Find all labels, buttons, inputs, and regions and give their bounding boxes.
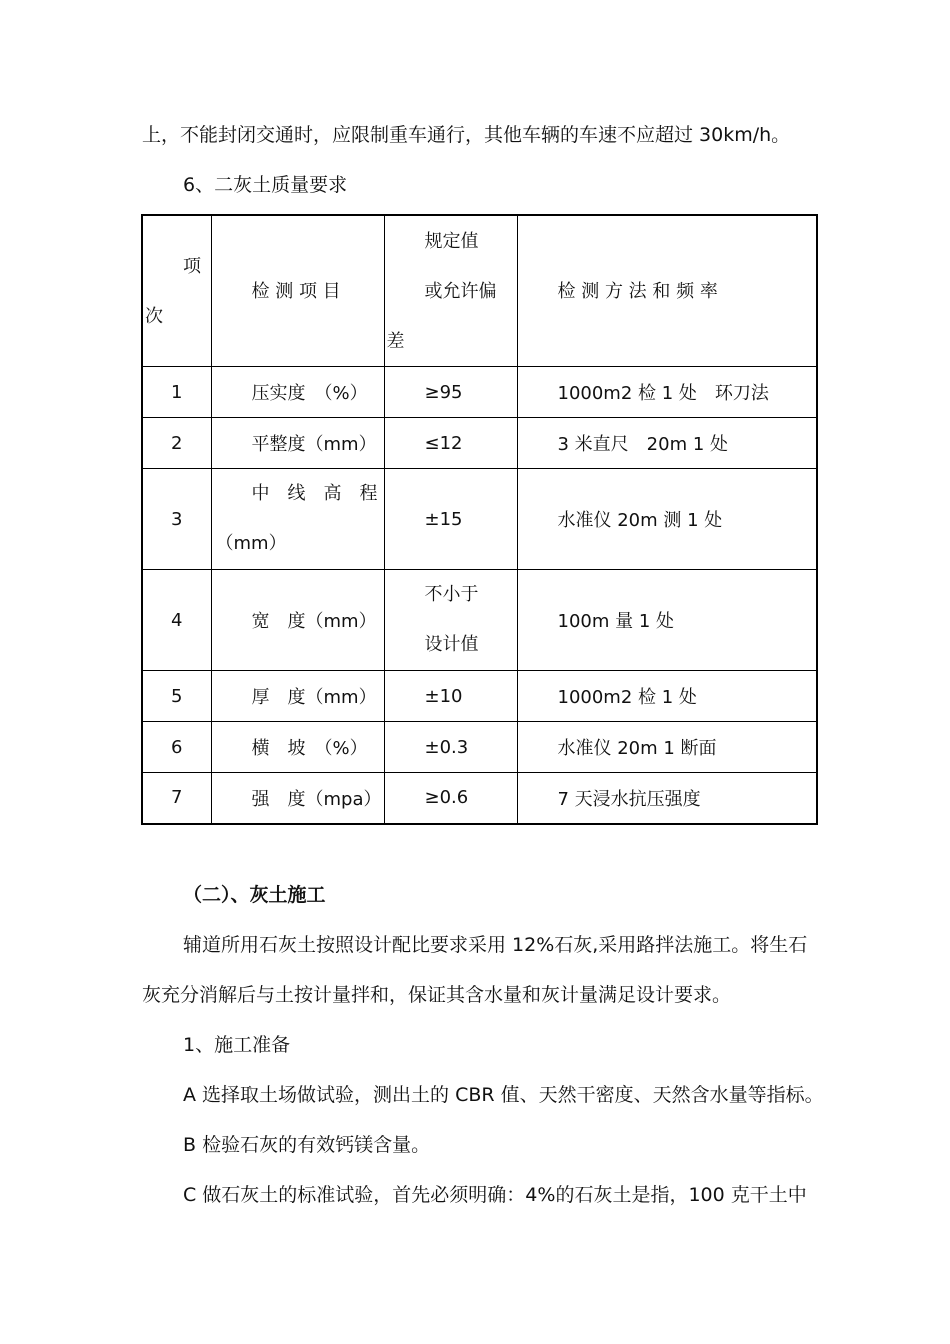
table-row [142, 671, 817, 722]
header-tolerance-a: 规定值 [424, 231, 479, 252]
row-no: 7 [142, 773, 211, 824]
row-no: 1 [142, 367, 211, 418]
table-header-row [142, 215, 817, 367]
header-method [517, 215, 817, 367]
row-no: 3 [142, 469, 211, 570]
table-row [142, 570, 817, 671]
header-method-label: 检 测 方 法 和 频 率 [557, 281, 718, 302]
row-method: 1000m2 检 1 处 环刀法 [517, 367, 817, 418]
row-value: ±15 [384, 469, 517, 570]
row-no: 5 [142, 671, 211, 722]
table-row [142, 469, 817, 570]
row-item: 宽 度（mm） [211, 570, 384, 671]
section6-heading: 6、二灰土质量要求 [183, 174, 348, 196]
row-no: 4 [142, 570, 211, 671]
header-tolerance-b: 或允许偏 [424, 281, 497, 302]
table-row [142, 773, 817, 824]
header-tolerance [384, 215, 517, 367]
row-item-a: 中 线 高 程 [251, 483, 378, 504]
header-item-no [142, 215, 211, 367]
row-method: 水准仪 20m 1 断面 [517, 722, 817, 773]
item-b: B 检验石灰的有效钙镁含量。 [183, 1134, 431, 1156]
row-no: 2 [142, 418, 211, 469]
row-value [384, 570, 517, 671]
header-item [211, 215, 384, 367]
item-a: A 选择取土场做试验，测出土的 CBR 值、天然干密度、天然含水量等指标。 [183, 1084, 824, 1106]
header-tolerance-c: 差 [386, 331, 405, 352]
row-value: ≥0.6 [384, 773, 517, 824]
row-no: 6 [142, 722, 211, 773]
row-item: 压实度 （%） [211, 367, 384, 418]
table-row [142, 367, 817, 418]
row-method: 3 米直尺 20m 1 处 [517, 418, 817, 469]
quality-table [141, 214, 818, 825]
row-value-a: 不小于 [424, 584, 479, 605]
intro-line: 上，不能封闭交通时，应限制重车通行，其他车辆的车速不应超过 30km/h。 [142, 124, 791, 146]
table-row [142, 418, 817, 469]
sub-heading-1: 1、施工准备 [183, 1034, 291, 1056]
row-method: 1000m2 检 1 处 [517, 671, 817, 722]
row-value: ≥95 [384, 367, 517, 418]
row-method: 7 天浸水抗压强度 [517, 773, 817, 824]
table-row [142, 722, 817, 773]
row-item-b: （mm） [215, 533, 287, 554]
row-value: ±10 [384, 671, 517, 722]
row-value-b: 设计值 [424, 634, 479, 655]
section-heading: （二）、灰土施工 [183, 884, 326, 906]
row-item: 强 度（mpa） [211, 773, 384, 824]
row-method: 100m 量 1 处 [517, 570, 817, 671]
row-item [211, 469, 384, 570]
row-item: 厚 度（mm） [211, 671, 384, 722]
row-value: ±0.3 [384, 722, 517, 773]
para1-line2: 灰充分消解后与土按计量拌和，保证其含水量和灰计量满足设计要求。 [142, 984, 732, 1006]
row-item: 平整度（mm） [211, 418, 384, 469]
row-item: 横 坡 （%） [211, 722, 384, 773]
item-c: C 做石灰土的标准试验，首先必须明确：4%的石灰土是指，100 克干土中 [183, 1184, 807, 1206]
para1-line1: 辅道所用石灰土按照设计配比要求采用 12%石灰,采用路拌法施工。将生石 [183, 934, 808, 956]
header-item-no-a: 项 [183, 256, 201, 277]
row-value: ≤12 [384, 418, 517, 469]
row-method: 水准仪 20m 测 1 处 [517, 469, 817, 570]
header-item-no-b: 次 [145, 306, 163, 327]
header-item-label: 检 测 项 目 [251, 281, 341, 302]
